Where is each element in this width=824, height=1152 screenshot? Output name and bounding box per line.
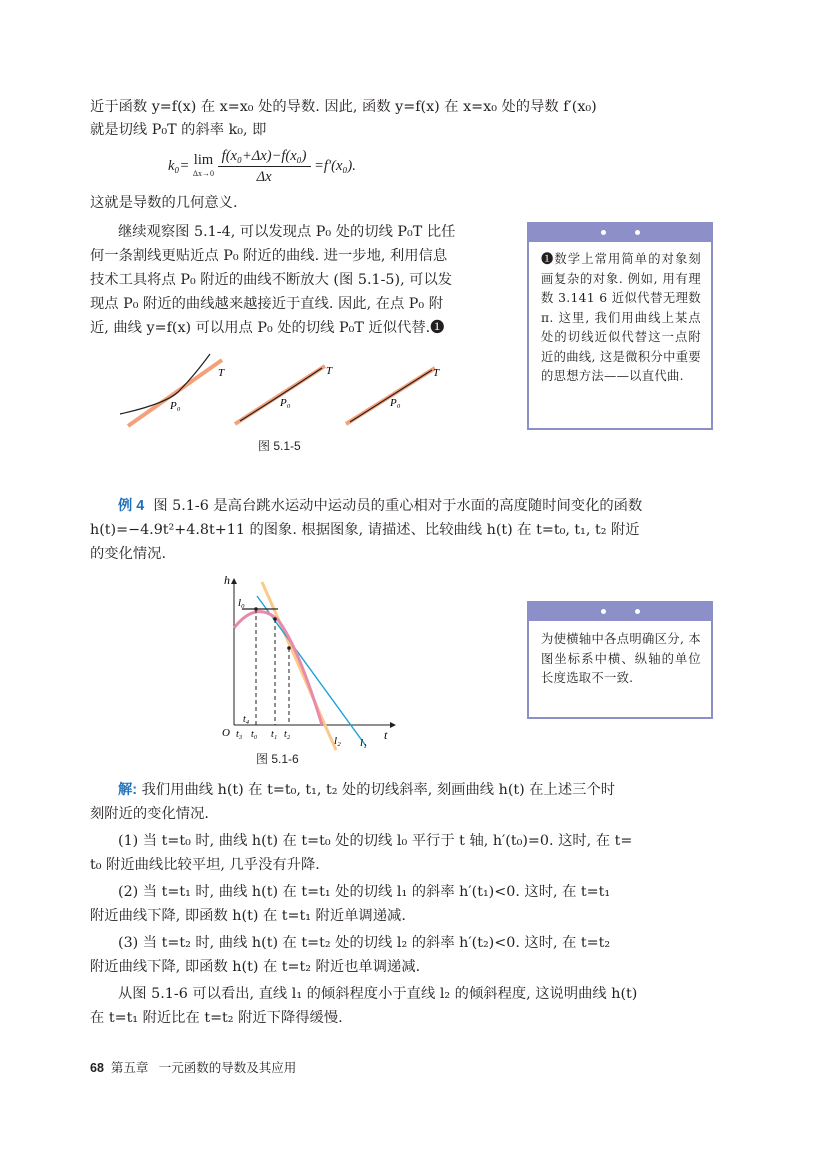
chapter-title: 一元函数的导数及其应用: [158, 1061, 297, 1075]
para1-line1: 近于函数 y=f(x) 在 x=x₀ 处的导数. 因此, 函数 y=f(x) 在 x=x₀ 处的导数 f′(x₀): [90, 99, 597, 115]
l1-label: l₁: [360, 737, 367, 749]
conclusion-line1: 从图 5.1-6 可以看出, 直线 l₁ 的倾斜程度小于直线 l₂ 的倾斜程度, 这说明曲线 h(t): [118, 986, 638, 1002]
origin-label: O: [222, 727, 230, 739]
caption-5-1-5: 图 5.1-5: [258, 439, 301, 453]
formula-lhs: k₀=: [168, 158, 190, 174]
formula-numerator: f(x₀+Δx)−f(x₀): [218, 146, 311, 167]
formula-rhs: =f′(x₀).: [314, 158, 356, 174]
figure-5-1-6: [212, 574, 402, 754]
note-1-text: ❶数学上常用简单的对象刻画复杂的对象. 例如, 用有理数 3.141 6 近似代替无理数 π. 这里, 我们用曲线上某点处的切线近似代替这一点附近的曲线, 这是微积分中重要的思想方法——以直代曲.: [541, 252, 701, 383]
example-line2: h(t)=−4.9t²+4.8t+11 的图象. 根据图象, 请描述、比较曲线 h(t) 在 t=t₀, t₁, t₂ 附近: [90, 522, 640, 538]
chapter-label: 第五章: [110, 1061, 149, 1075]
para2-line5: 近, 曲线 y=f(x) 可以用点 P₀ 处的切线 P₀T 近似代替.❶: [90, 320, 445, 336]
case1-line1: (1) 当 t=t₀ 时, 曲线 h(t) 在 t=t₀ 处的切线 l₀ 平行于 t 轴, h′(t₀)=0. 这时, 在 t=: [118, 833, 633, 849]
geometric-meaning: 这就是导数的几何意义.: [90, 195, 238, 211]
l0-label: l₀: [238, 597, 245, 609]
para2-line1: 继续观察图 5.1-4, 可以发现点 P₀ 处的切线 P₀T 比任: [118, 224, 456, 240]
example-text-1: 图 5.1-6 是高台跳水运动中运动员的重心相对于水面的高度随时间变化的函数: [153, 498, 643, 514]
solution-intro-2: 刻附近的变化情况.: [90, 806, 209, 822]
solution-intro-1: [90, 780, 754, 800]
para1-line2: 就是切线 P₀T 的斜率 k₀, 即: [90, 122, 267, 138]
axis-h-label: h: [224, 574, 230, 587]
example-tag: 例 4: [118, 498, 145, 514]
t4-label: t₄: [243, 714, 250, 725]
para2-line3: 技术工具将点 P₀ 附近的曲线不断放大 (图 5.1-5), 可以发: [90, 272, 453, 288]
page-number: 68: [90, 1061, 104, 1075]
fig515-t-b: T: [326, 365, 333, 377]
t1-label: t₁: [271, 729, 278, 740]
fig515-p0-a: P₀: [170, 400, 181, 412]
formula-lim-sub: Δx→0: [192, 168, 215, 178]
conclusion-line2: 在 t=t₁ 附近比在 t=t₂ 附近下降得缓慢.: [90, 1010, 343, 1026]
case2-line2: 附近曲线下降, 即函数 h(t) 在 t=t₁ 附近单调递减.: [90, 908, 406, 924]
t2-label: t₂: [284, 729, 291, 740]
formula-lim: lim: [193, 151, 214, 168]
example-line3: 的变化情况.: [90, 546, 167, 562]
page-footer: [90, 1058, 296, 1076]
note-2-text: 为使横轴中各点明确区分, 本图坐标系中横、纵轴的单位长度选取不一致.: [541, 632, 701, 685]
derivative-formula: [168, 146, 356, 187]
fig515-p0-c: P₀: [390, 397, 401, 409]
example-line1: [90, 496, 754, 516]
fig515-p0-b: P₀: [280, 397, 291, 409]
case1-line2: t₀ 附近曲线比较平坦, 几乎没有升降.: [90, 857, 320, 873]
formula-fraction: [218, 146, 311, 187]
t3-label: t₃: [236, 729, 243, 740]
t0-label: t₀: [251, 729, 258, 740]
l2-label: l₂: [334, 735, 341, 747]
para2-line2: 何一条割线更贴近点 P₀ 附近的曲线. 进一步地, 利用信息: [90, 248, 448, 264]
figure-5-1-5: [110, 352, 470, 432]
case2-line1: (2) 当 t=t₁ 时, 曲线 h(t) 在 t=t₁ 处的切线 l₁ 的斜率 h′(t₁)<0. 这时, 在 t=t₁: [118, 884, 611, 900]
case3-line2: 附近曲线下降, 即函数 h(t) 在 t=t₂ 附近也单调递减.: [90, 959, 421, 975]
side-note-1: [527, 222, 713, 430]
para2-line4: 现点 P₀ 附近的曲线越来越接近于直线. 因此, 在点 P₀ 附: [90, 296, 443, 312]
note-header: [529, 224, 711, 242]
fig515-t-a: T: [218, 367, 225, 379]
solution-tag: 解:: [118, 782, 138, 798]
caption-5-1-6: 图 5.1-6: [256, 752, 299, 766]
formula-denominator: Δx: [256, 169, 272, 185]
axis-t-label: t: [384, 728, 388, 742]
side-note-2: [527, 601, 713, 719]
fig515-t-c: T: [433, 367, 440, 379]
solution-intro-text: 我们用曲线 h(t) 在 t=t₀, t₁, t₂ 处的切线斜率, 刻画曲线 h(t) 在上述三个时: [141, 782, 616, 798]
note-2-header: [529, 603, 711, 621]
case3-line1: (3) 当 t=t₂ 时, 曲线 h(t) 在 t=t₂ 处的切线 l₂ 的斜率 h′(t₂)<0. 这时, 在 t=t₂: [118, 935, 611, 951]
